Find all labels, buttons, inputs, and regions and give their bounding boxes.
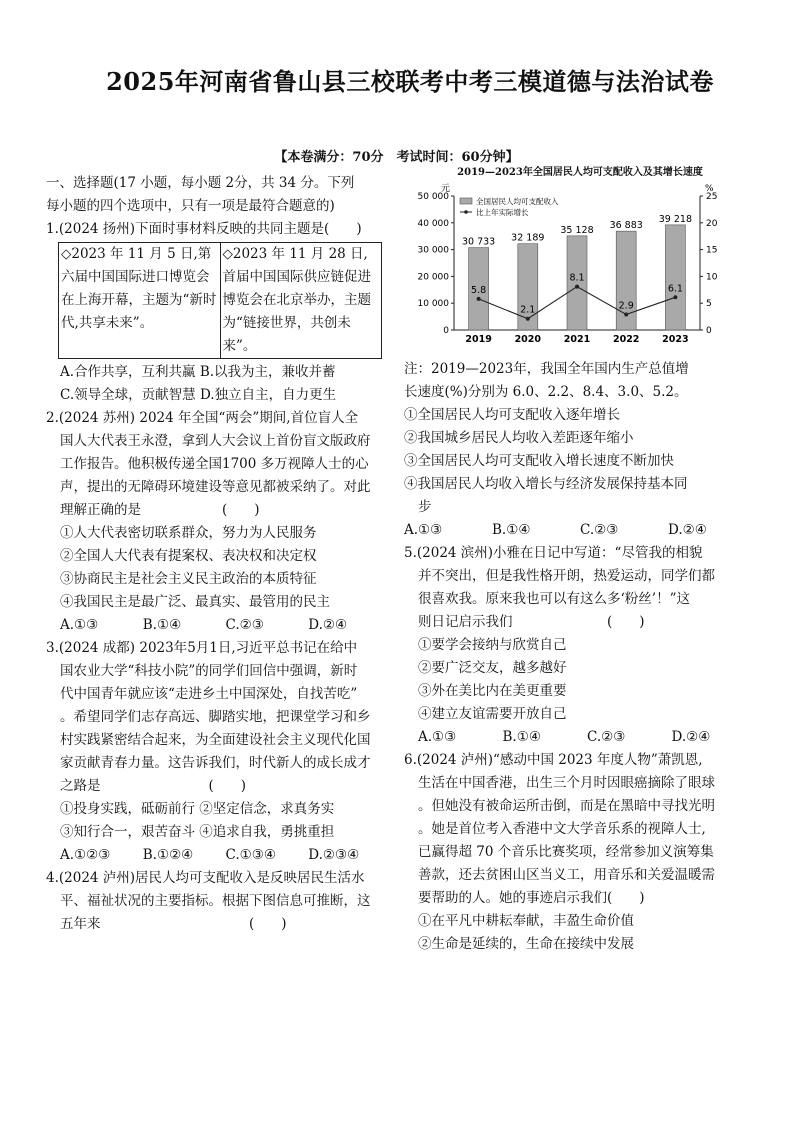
y-tick-label-left: 10 000 — [417, 299, 449, 310]
growth-point — [673, 295, 677, 299]
y-tick-label-left: 0 — [443, 326, 449, 336]
income-chart — [404, 166, 756, 358]
bar — [665, 225, 685, 330]
y-tick-label-left: 50 000 — [417, 192, 449, 202]
growth-point — [526, 317, 530, 321]
question-text: 要帮助的人。她的事迹启示我们( ) — [418, 890, 645, 906]
right-column — [404, 166, 756, 956]
page-title: 2025年河南省鲁山县三校联考中考三模道德与法治试卷 — [106, 67, 714, 96]
x-tick-label: 2019 — [465, 334, 492, 345]
chart-note: 注：2019—2023年，我国全年国内生产总值增 — [404, 361, 689, 377]
section-intro: 每小题的四个选项中，只有一项是最符合题意的) — [46, 198, 335, 214]
question-text: 平、福祉状况的主要指标。根据下图信息可推断，这 — [60, 893, 371, 909]
y-tick-label-right: 0 — [706, 326, 712, 336]
section-intro: 一、选择题(17 小题，每小题 2分，共 34 分。下列 — [46, 175, 355, 191]
bar-value-label: 30 733 — [461, 236, 496, 248]
question-text: 。希望同学们志存高远、脚踏实地，把课堂学习和乡 — [60, 709, 371, 725]
y-tick-label-left: 40 000 — [417, 218, 449, 229]
legend-bar-swatch — [460, 198, 472, 204]
question-text: 2.(2024 苏州) 2024 年全国“两会”期间,首位盲人全 — [46, 410, 359, 426]
growth-value-label: 6.1 — [667, 283, 683, 295]
statement-item: ①全国居民人均可支配收入逐年增长 — [404, 407, 620, 423]
legend-bar-label: 全国居民人均可支配收入 — [476, 197, 559, 206]
y-tick-label-right: 25 — [706, 192, 718, 202]
chart-title: 2019—2023年全国居民人均可支配收入及其增长速度 — [457, 167, 703, 178]
x-tick-label: 2022 — [612, 334, 640, 345]
option-b[interactable]: B.①④ — [502, 729, 541, 745]
statement-item: ①投身实践，砥砺前行 — [60, 801, 195, 817]
growth-value-label: 8.1 — [569, 272, 585, 284]
question-4 — [46, 867, 391, 936]
option-a[interactable]: A.①③ — [418, 729, 457, 745]
option-b[interactable]: B.①④ — [492, 522, 531, 538]
growth-point — [575, 285, 579, 289]
question-text: 理解正确的是 ( ) — [60, 502, 260, 518]
legend-line-marker — [464, 210, 468, 214]
y-tick-label-left: 20 000 — [417, 272, 449, 283]
option-a[interactable]: A.①②③ — [60, 847, 111, 863]
statement-item: ③协商民主是社会主义民主政治的本质特征 — [60, 571, 317, 587]
question-text: 工作报告。他积极传递全国1700 多万视障人士的心 — [60, 456, 369, 472]
bar-value-label: 36 883 — [609, 220, 643, 232]
statement-item: ④我国民主是最广泛、最真实、最管用的民主 — [60, 594, 330, 610]
option-b[interactable]: B.①②④ — [142, 847, 194, 863]
statement-item: ④追求自我，勇挑重担 — [199, 824, 335, 840]
option-b[interactable]: B.①④ — [142, 617, 182, 633]
option-c[interactable]: C.②③ — [587, 729, 626, 745]
option-c[interactable]: C.领导全球，贡献智慧 — [60, 387, 196, 403]
y-tick-label-right: 20 — [706, 218, 718, 229]
question-text: 很喜欢我。原来我也可以有这么多‘粉丝’！”这 — [418, 591, 690, 607]
statement-item: ②要广泛交友，越多越好 — [418, 660, 567, 676]
option-d[interactable]: D.独立自主，自力更生 — [199, 387, 337, 403]
growth-value-label: 5.8 — [471, 284, 487, 296]
statement-row — [46, 821, 391, 844]
legend-line-label: 比上年实际增长 — [476, 208, 529, 217]
option-row — [46, 361, 391, 384]
question-stem: 1.(2024 扬州)下面时事材料反映的共同主题是( ) — [46, 221, 362, 237]
question-text: 并不突出，但是我性格开朗，热爱运动，同学们都 — [418, 568, 715, 584]
bar-value-label: 32 189 — [511, 232, 545, 244]
y-tick-label-right: 5 — [706, 299, 712, 310]
statement-item: ②生命是延续的，生命在接续中发展 — [418, 936, 634, 952]
option-d[interactable]: D.②④ — [308, 617, 348, 633]
option-a[interactable]: A.①③ — [404, 522, 443, 538]
option-a[interactable]: A.合作共享，互利共赢 — [60, 364, 196, 380]
y-tick-label-right: 15 — [706, 245, 718, 256]
question-text: 代中国青年就应该“走进乡土中国深处，自找苦吃” — [60, 686, 358, 702]
y-tick-label-left: 30 000 — [417, 245, 449, 256]
x-tick-label: 2023 — [662, 334, 689, 345]
question-text: 善款，还去贫困山区当义工，用音乐和关爱温暖需 — [418, 867, 715, 883]
statement-item: ①在平凡中耕耘奉献，丰盈生命价值 — [418, 913, 634, 929]
question-text: 之路是 ( ) — [60, 778, 247, 794]
option-b[interactable]: B.以我为主，兼收并蓄 — [199, 364, 336, 380]
question-text: 生活在中国香港，出生三个月时因眼癌摘除了眼球 — [418, 775, 715, 791]
question-text: 6.(2024 泸州)“感动中国 2023 年度人物”萧凯恩, — [404, 752, 703, 768]
x-tick-label: 2020 — [514, 334, 542, 345]
x-tick-label: 2021 — [563, 334, 591, 345]
chart-svg — [404, 180, 756, 350]
bar-value-label: 35 128 — [560, 224, 594, 236]
growth-point — [624, 312, 628, 316]
statement-item: ③全国居民人均可支配收入增长速度不断加快 — [404, 453, 674, 469]
question-text: 则日记启示我们 ( ) — [418, 614, 645, 630]
option-c[interactable]: C.②③ — [225, 617, 264, 633]
option-row — [404, 726, 756, 749]
statement-item: ④我国居民人均收入增长与经济发展保持基本同 — [404, 476, 688, 492]
question-text: 4.(2024 泸州)居民人均可支配收入是反映居民生活水 — [46, 870, 365, 886]
option-d[interactable]: D.②④ — [668, 522, 707, 538]
y-axis-left-unit: 元 — [440, 184, 450, 194]
question-text: 3.(2024 成都) 2023年5月1日,习近平总书记在给中 — [46, 640, 358, 656]
statement-item: ③外在美比内在美更重要 — [418, 683, 567, 699]
question-text: 五年来 ( ) — [60, 916, 287, 932]
y-tick-label-right: 10 — [706, 272, 718, 283]
question-text: 村实践紧密结合起来，为全面建设社会主义现代化国 — [60, 732, 371, 748]
exam-meta: 【本卷满分：70分 考试时间：60分钟】 — [274, 150, 519, 165]
growth-point — [477, 297, 481, 301]
material-right: ◇2023 年 11 月 28 日,首届中国国际供应链促进博览会在北京举办，主题为“链接世界，共创未来”。 — [220, 243, 382, 359]
question-text: 国人大代表王永澄，拿到人大会议上首份盲文版政府 — [60, 433, 371, 449]
statement-item: ③知行合一，艰苦奋斗 — [60, 824, 195, 840]
question-2 — [46, 407, 391, 637]
question-1 — [46, 218, 391, 407]
question-6 — [404, 749, 756, 956]
question-3 — [46, 637, 391, 867]
option-d[interactable]: D.②③④ — [308, 847, 360, 863]
question-text: 声，提出的无障碍环境建设等意见都被采纳了。对此 — [60, 479, 371, 495]
material-left: ◇2023 年 11 月 5 日,第六届中国国际进口博览会在上海开幕，主题为“新时代,共享未来”。 — [59, 243, 221, 359]
chart-note: 长速度(%)分别为 6.0、2.2、8.4、3.0、5.2。 — [404, 384, 688, 400]
question-5 — [404, 542, 756, 749]
growth-value-label: 2.9 — [618, 300, 634, 312]
statement-item: ②全国人大代表有提案权、表决权和决定权 — [60, 548, 317, 564]
option-row — [404, 519, 756, 542]
growth-value-label: 2.1 — [520, 304, 536, 316]
y-axis-right-unit: % — [705, 184, 714, 194]
question-text: 国农业大学“科技小院”的同学们回信中强调，新时 — [60, 663, 358, 679]
option-row — [46, 614, 391, 637]
statement-row — [46, 798, 391, 821]
material-table — [58, 242, 382, 359]
question-text: 。但她没有被命运所击倒，而是在黑暗中寻找光明 — [418, 798, 715, 814]
bar-value-label: 39 218 — [658, 213, 693, 225]
question-text: 。她是首位考入香港中文大学音乐系的视障人士, — [418, 821, 706, 837]
option-a[interactable]: A.①③ — [60, 617, 99, 633]
left-column — [46, 172, 391, 936]
question-text: 已赢得超 70 个音乐比赛奖项，经常参加义演筹集 — [418, 844, 714, 860]
option-c[interactable]: C.①③④ — [225, 847, 276, 863]
option-row — [46, 844, 391, 867]
statement-item: 步 — [418, 499, 432, 515]
question-text: 家贡献青春力量。这告诉我们，时代新人的成长成才 — [60, 755, 371, 771]
option-d[interactable]: D.②④ — [671, 729, 711, 745]
statement-item: ①要学会接纳与欣赏自己 — [418, 637, 567, 653]
option-c[interactable]: C.②③ — [580, 522, 619, 538]
statement-item: ②我国城乡居民人均收入差距逐年缩小 — [404, 430, 634, 446]
option-row — [46, 384, 391, 407]
statement-item: ④建立友谊需要开放自己 — [418, 706, 567, 722]
question-text: 5.(2024 滨州)小雅在日记中写道：“尽管我的相貌 — [404, 545, 703, 561]
statement-item: ②坚定信念，求真务实 — [199, 801, 335, 817]
statement-item: ①人大代表密切联系群众，努力为人民服务 — [60, 525, 317, 541]
